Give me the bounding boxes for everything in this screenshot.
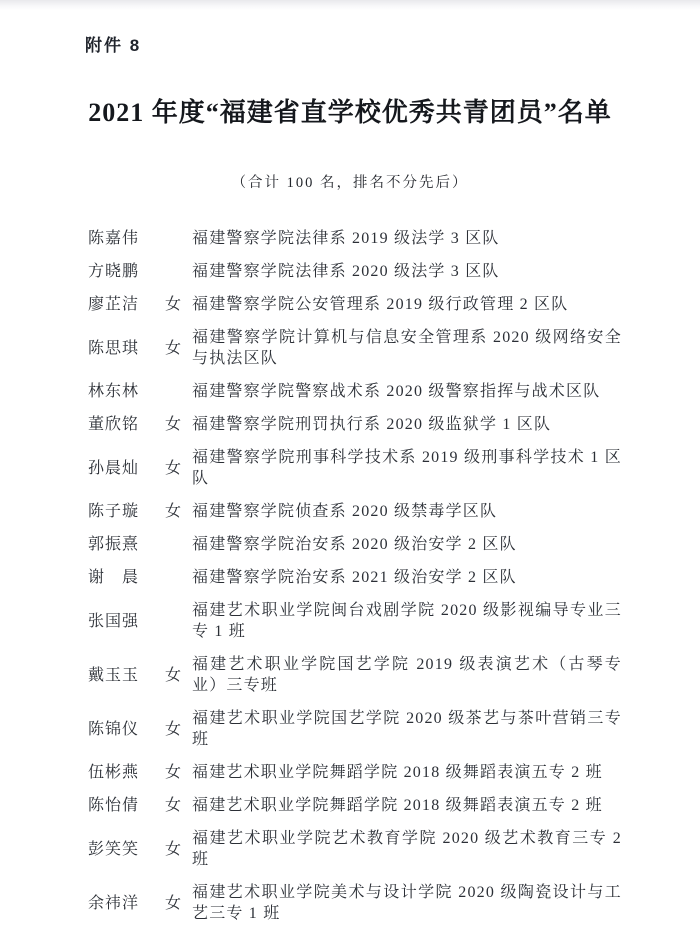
member-affiliation: 福建警察学院法律系 2020 级法学 3 区队 (192, 263, 500, 280)
member-affiliation: 福建艺术职业学院艺术教育学院 2020 级艺术教育三专 2 班 (192, 830, 622, 868)
member-name: 陈嘉伟 (88, 230, 140, 247)
roster-row (88, 567, 622, 588)
page-top-edge (0, 0, 700, 10)
member-affiliation: 福建艺术职业学院国艺学院 2020 级茶艺与茶叶营销三专班 (192, 710, 622, 748)
member-name: 谢 晨 (88, 569, 140, 586)
member-gender: 女 (165, 339, 182, 357)
member-name: 方晓鹏 (88, 263, 140, 280)
member-affiliation: 福建警察学院侦查系 2020 级禁毒学区队 (192, 503, 498, 520)
member-gender: 女 (165, 840, 182, 858)
roster-row (88, 828, 622, 870)
member-affiliation: 福建艺术职业学院国艺学院 2019 级表演艺术（古琴专业）三专班 (192, 656, 622, 694)
member-name: 余祎洋 (88, 894, 140, 912)
roster-row (88, 294, 622, 315)
roster-list (88, 228, 622, 935)
attachment-label: 附件 8 (85, 36, 142, 55)
member-name: 陈怡倩 (88, 797, 140, 814)
member-name: 陈子璇 (88, 503, 140, 520)
member-gender: 女 (165, 666, 182, 684)
member-name: 陈思琪 (88, 339, 140, 357)
member-affiliation: 福建警察学院法律系 2019 级法学 3 区队 (192, 230, 500, 247)
member-name: 陈锦仪 (88, 720, 140, 738)
member-affiliation: 福建艺术职业学院舞蹈学院 2018 级舞蹈表演五专 2 班 (192, 764, 603, 781)
member-affiliation: 福建警察学院治安系 2021 级治安学 2 区队 (192, 569, 517, 586)
member-name: 董欣铭 (88, 416, 140, 433)
roster-row (88, 414, 622, 435)
member-gender: 女 (165, 503, 182, 520)
member-affiliation: 福建警察学院计算机与信息安全管理系 2020 级网络安全与执法区队 (192, 329, 622, 367)
member-gender: 女 (165, 720, 182, 738)
member-affiliation: 福建艺术职业学院闽台戏剧学院 2020 级影视编导专业三专 1 班 (192, 602, 622, 640)
member-gender: 女 (165, 894, 182, 912)
roster-row (88, 600, 622, 642)
roster-row (88, 708, 622, 750)
roster-row (88, 534, 622, 555)
member-affiliation: 福建警察学院治安系 2020 级治安学 2 区队 (192, 536, 517, 553)
member-gender: 女 (165, 764, 182, 781)
member-name: 张国强 (88, 612, 140, 630)
roster-row (88, 327, 622, 369)
member-name: 郭振熹 (88, 536, 140, 553)
roster-row (88, 381, 622, 402)
member-affiliation: 福建艺术职业学院舞蹈学院 2018 级舞蹈表演五专 2 班 (192, 797, 603, 814)
member-gender: 女 (165, 416, 182, 433)
member-affiliation: 福建警察学院公安管理系 2019 级行政管理 2 区队 (192, 296, 569, 313)
document-title: 2021 年度“福建省直学校优秀共青团员”名单 (88, 98, 612, 127)
roster-row (88, 261, 622, 282)
member-gender: 女 (165, 296, 182, 313)
member-name: 林东林 (88, 383, 140, 400)
member-affiliation: 福建警察学院刑罚执行系 2020 级监狱学 1 区队 (192, 416, 552, 433)
document-subtitle: （合计 100 名，排名不分先后） (231, 175, 469, 191)
roster-row (88, 882, 622, 924)
member-affiliation: 福建艺术职业学院美术与设计学院 2020 级陶瓷设计与工艺三专 1 班 (192, 884, 622, 922)
roster-row (88, 447, 622, 489)
member-name: 孙晨灿 (88, 459, 140, 477)
member-name: 戴玉玉 (88, 666, 140, 684)
member-name: 廖芷洁 (88, 296, 140, 313)
member-name: 彭笑笑 (88, 840, 140, 858)
member-name: 伍彬燕 (88, 764, 140, 781)
roster-row (88, 762, 622, 783)
member-affiliation: 福建警察学院刑事科学技术系 2019 级刑事科学技术 1 区队 (192, 449, 622, 487)
member-gender: 女 (165, 797, 182, 814)
roster-row (88, 501, 622, 522)
roster-row (88, 795, 622, 816)
roster-row (88, 654, 622, 696)
member-gender: 女 (165, 459, 182, 477)
roster-row (88, 228, 622, 249)
member-affiliation: 福建警察学院警察战术系 2020 级警察指挥与战术区队 (192, 383, 601, 400)
